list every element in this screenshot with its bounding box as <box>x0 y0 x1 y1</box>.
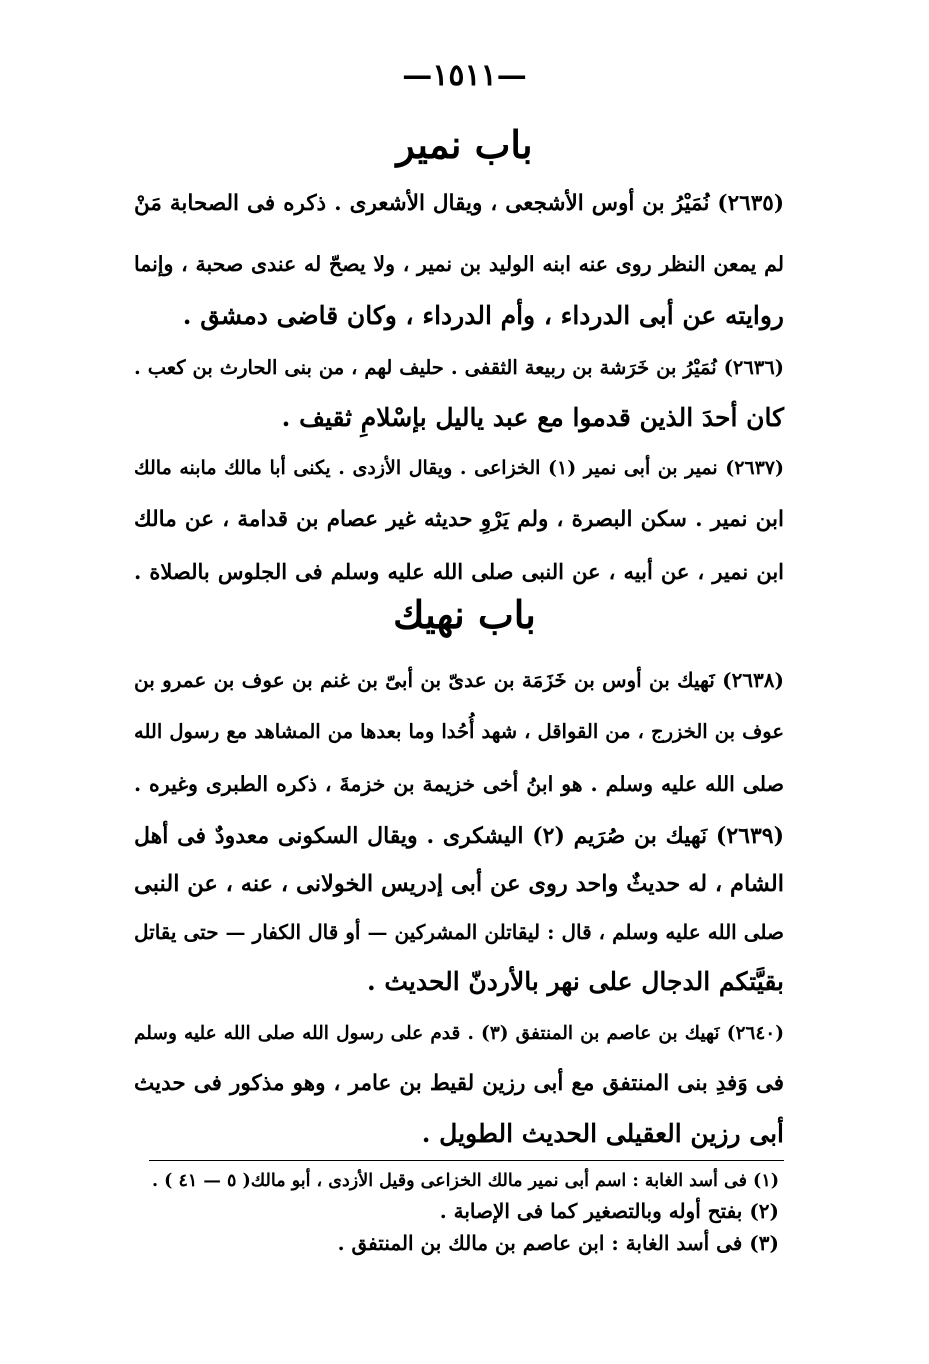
entry-2639-line-2: الشام ، له حديثٌ واحد روى عن أبى إدريس الخولانى ، عنه ، عن النبى <box>134 871 784 897</box>
entry-2639-line-4: بقيَّتكم الدجال على نهر بالأردنّ الحديث . <box>366 967 784 996</box>
entry-2635-line-2: لم يمعن النظر روى عنه ابنه الوليد بن نمير ، ولا يصحّ له عندى صحبة ، وإنما <box>134 252 784 276</box>
section-heading-numayr: باب نمير <box>396 122 533 167</box>
footnote-2: (٢) بفتح أوله وبالتصغير كما فى الإصابة . <box>439 1199 779 1223</box>
entry-2640-line-3: أبى رزين العقيلى الحديث الطويل . <box>421 1119 784 1148</box>
entry-2639-line-1: (٢٦٣٩) نَهيك بن صُرَيم (٢) اليشكرى . ويقال السكونى معدودٌ فى أهل <box>134 823 784 849</box>
entry-2640-line-2: فى وَفدِ بنى المنتفق مع أبى رزين لقيط بن عامر ، وهو مذكور فى حديث <box>134 1071 784 1096</box>
footnote-3: (٣) فى أسد الغابة : ابن عاصم بن مالك بن المنتفق . <box>337 1231 779 1255</box>
entry-2636-line-2: كان أحدَ الذين قدموا مع عبد ياليل بإسْلامِ ثقيف . <box>281 403 784 432</box>
entry-2635-line-1: (٢٦٣٥) نُمَيْرُ بن أوس الأشجعى ، ويقال الأشعرى . ذكره فى الصحابة مَنْ <box>134 191 784 216</box>
entry-2637-line-1: (٢٦٣٧) نمير بن أبى نمير (١) الخزاعى . ويقال الأزدى . يكنى أبا مالك مابنه مالك <box>134 457 785 479</box>
page-number: —١٥١١— <box>402 58 527 93</box>
section-heading-nuhayk: باب نهيك <box>393 592 536 637</box>
entry-2637-line-3: ابن نمير ، عن أبيه ، عن النبى صلى الله عليه وسلم فى الجلوس بالصلاة . <box>134 559 784 584</box>
footnote-divider <box>149 1160 784 1161</box>
entry-2637-line-2: ابن نمير . سكن البصرة ، ولم يَرْوِ حديثه غير عصام بن قدامة ، عن مالك <box>134 507 784 532</box>
entry-2635-line-3: روايته عن أبى الدرداء ، وأم الدرداء ، وكان قاضى دمشق . <box>182 301 784 330</box>
entry-2638-line-2: عوف بن الخزرج ، من القواقل ، شهد أُحُدا وما بعدها من المشاهد مع رسول الله <box>134 720 784 743</box>
footnote-1: (١) فى أسد الغابة : اسم أبى نمير مالك الخزاعى وقيل الأزدى ، أبو مالك( ٥ — ٤١ ) . <box>151 1171 779 1191</box>
entry-2639-line-3: صلى الله عليه وسلم ، قال : ليقاتلن المشركين — أو قال الكفار — حتى يقاتل <box>134 920 784 944</box>
entry-2638-line-3: صلى الله عليه وسلم . هو ابنُ أخى خزيمة بن خزمةَ ، ذكره الطبرى وغيره . <box>134 772 784 796</box>
entry-2636-line-1: (٢٦٣٦) نُمَيْرُ بن خَرَشة بن ربيعة الثقفى . حليف لهم ، من بنى الحارث بن كعب . <box>134 356 784 379</box>
entry-2638-line-1: (٢٦٣٨) نَهيك بن أوس بن خَزَمَة بن عدىّ بن أبىّ بن غنم بن عوف بن عمرو بن <box>134 668 784 692</box>
entry-2640-line-1: (٢٦٤٠) نَهيك بن عاصم بن المنتفق (٣) . قدم على رسول الله صلى الله عليه وسلم <box>134 1023 784 1044</box>
